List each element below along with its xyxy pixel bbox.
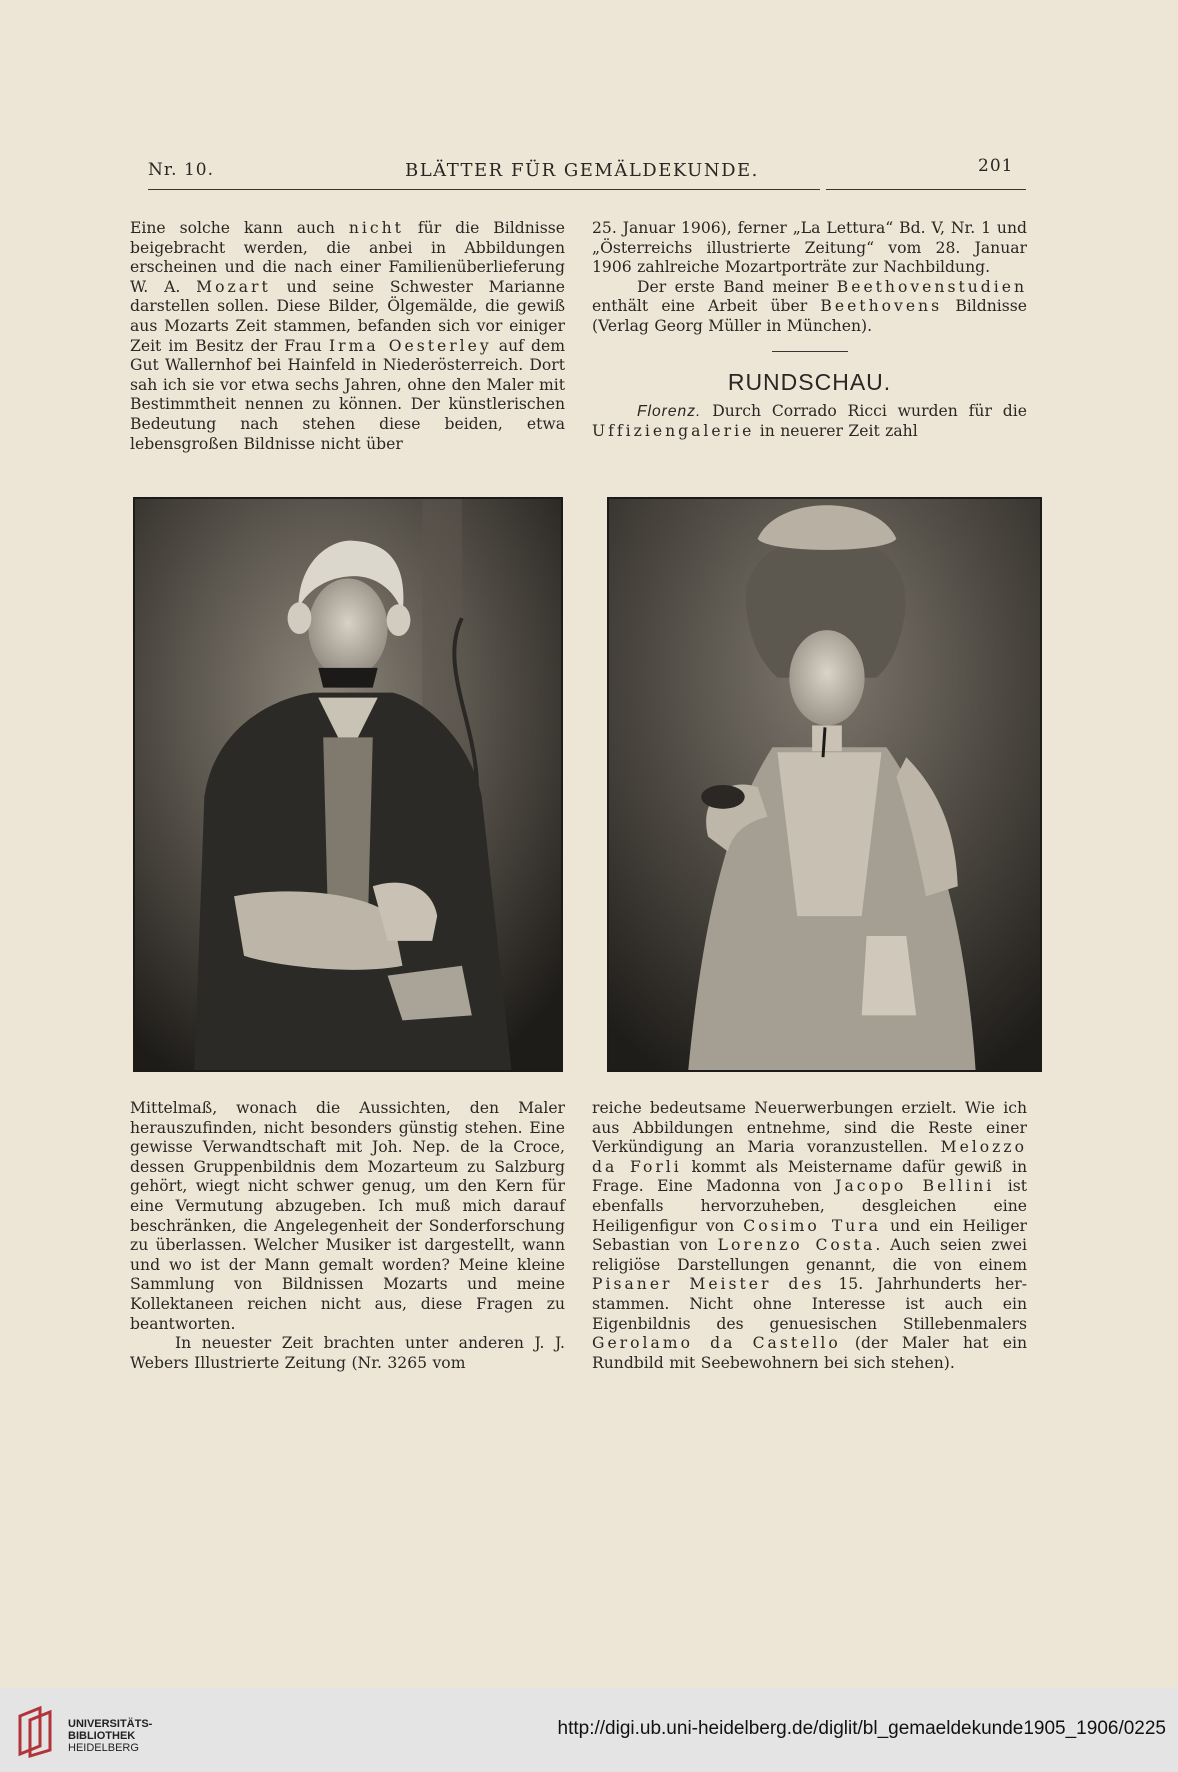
journal-title: BLÄTTER FÜR GEMÄLDEKUNDE. (405, 160, 759, 181)
right-column-bottom (592, 1099, 1027, 1373)
digitization-footer (0, 1688, 1178, 1772)
left-column-bottom (130, 1099, 565, 1373)
header-rule-right (826, 189, 1026, 190)
source-url-link[interactable]: http://digi.ub.uni-heidelberg.de/diglit/bl_gemaeldekunde1905_1906/0225 (557, 1718, 1166, 1739)
paragraph: reiche bedeutsame Neuerwerbungen erzielt. Wie ich aus Abbildungen entnehme, sind die Reste einer Verkündigung an Maria voranzustellen. Melozzo da Forli kommt als Meistername dafür gewiß in Frage. Eine Madonna von Jacopo Bellini ist ebenfalls hervorzuheben, desgleichen eine Heiligenfigur von Cosimo Tura und ein Heiliger Sebastian von Lorenzo Costa. Auch seien zwei religiöse Darstellungen genannt, die von einem Pisaner Meister des 15. Jahrhunderts herstammen. Nicht ohne Interesse ist auch ein Eigenbildnis des genuesischen Stillebenmalers Gerolamo da Castello (der Maler hat ein Rundbild mit Seebewohnern bei sich stehen). (592, 1099, 1028, 1372)
paragraph: Der erste Band meiner Beethovenstudien enthält eine Arbeit über Beethovens Bildnisse (Verlag Georg Müller in München). (592, 277, 1027, 335)
paragraph: Mittelmaß, wonach die Aussichten, den Maler herauszufinden, nicht besonders günstig stehen. Eine gewisse Verwandtschaft mit Joh. Nep. de la Croce, dessen Gruppenbildnis dem Mozarteum zu Salzburg gehört, wiegt nicht schwer genug, um den Kern für eine Vermutung abzugeben. Ich muß mich darauf beschränken, die Angelegenheit der Sonderforschung zu überlassen. Welcher Musiker ist dargestellt, wann und wo ist der Mann gemalt worden? Meine kleine Sammlung von Bildnissen Mozarts und meine Kollektaneen reichen nicht aus, diese Fragen zu beantworten. (130, 1099, 565, 1333)
paragraph: 25. Januar 1906), ferner „La Lettura“ Bd. V, Nr. 1 und „Österreichs illustrierte Zeitung“ vom 28. Januar 1906 zahlreiche Mozartporträte zur Nachbildung. (592, 219, 1027, 277)
portrait-man-image (133, 497, 563, 1072)
library-logo-icon (14, 1706, 60, 1758)
paragraph: Florenz. Durch Corrado Ricci wurden für die Uffiziengalerie in neuerer Zeit zahl (592, 402, 1027, 440)
paragraph: Eine solche kann auch nicht für die Bildnisse beigebracht werden, die anbei in Abbildungen erscheinen und die nach einer Familienüberlieferung W. A. Mozart und seine Schwester Marianne darstellen sollen. Diese Bilder, Ölgemälde, die gewiß aus Mozarts Zeit stammen, befanden sich vor einiger Zeit im Besitz der Frau Irma Oesterley auf dem Gut Wallernhof bei Hainfeld in Niederösterreich. Dort sah ich sie vor etwa sechs Jahren, ohne den Maler mit Bestimmtheit nennen zu können. Der künstlerischen Bedeutung nach stehen diese beiden, etwa lebensgroßen Bildnisse nicht über (130, 219, 565, 453)
section-divider (772, 351, 848, 352)
issue-number: Nr. 10. (148, 160, 214, 180)
right-column-top (592, 219, 1027, 441)
left-column-top (130, 219, 565, 454)
library-name: UNIVERSITÄTS- BIBLIOTHEK HEIDELBERG (68, 1718, 153, 1754)
header-rule-left (148, 189, 820, 190)
paragraph: In neuester Zeit brachten unter anderen J. J. Webers Illustrierte Zeitung (Nr. 3265 vom (130, 1334, 565, 1372)
page-number: 201 (978, 156, 1014, 176)
section-title: RUNDSCHAU. (727, 368, 892, 395)
portrait-woman-image (607, 497, 1042, 1072)
